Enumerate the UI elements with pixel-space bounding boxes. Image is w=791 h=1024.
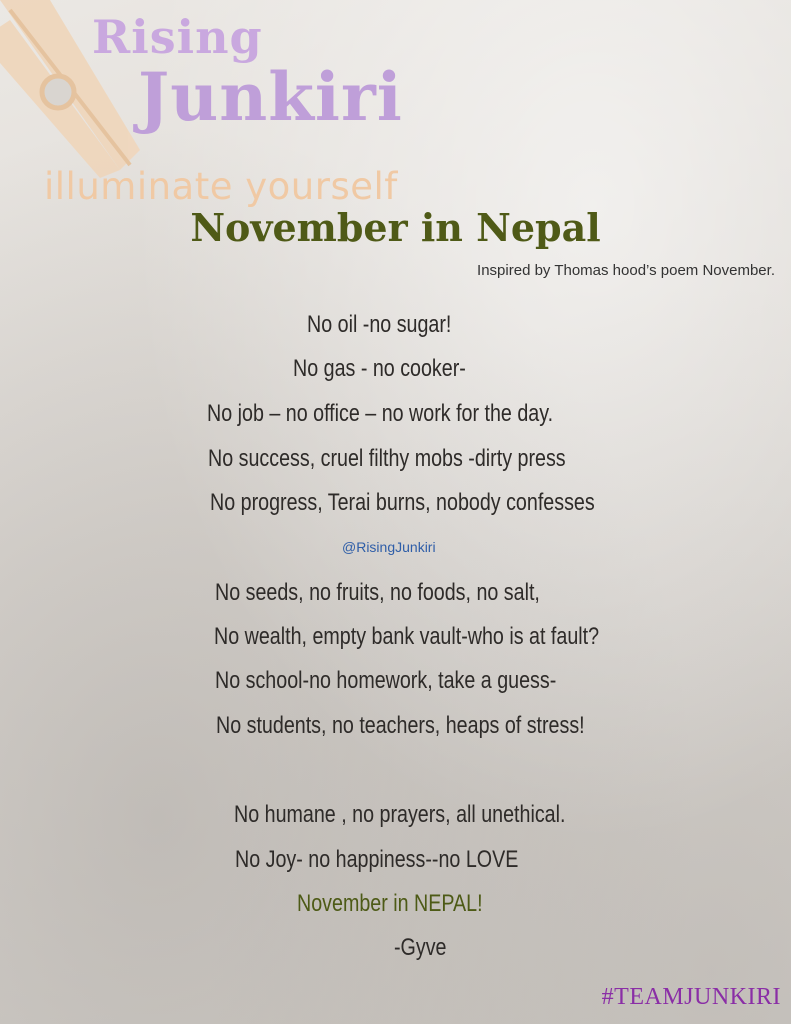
hashtag: #TEAMJUNKIRI	[601, 984, 781, 1010]
poem-closing-line: November in NEPAL!	[297, 890, 483, 917]
brand-name-rising: Rising	[92, 10, 263, 64]
poem-line: No school-no homework, take a guess-	[215, 667, 557, 694]
poem-line: No job – no office – no work for the day.	[207, 400, 554, 427]
poem-line: No humane , no prayers, all unethical.	[234, 801, 566, 828]
poem-title	[0, 205, 791, 250]
poem-subtitle: Inspired by Thomas hood’s poem November.	[477, 262, 775, 279]
poem-line: No gas - no cooker-	[293, 355, 466, 382]
brand-tagline: illuminate yourself	[44, 165, 398, 208]
poem-title-text: November in Nepal	[190, 205, 601, 250]
poem-author: -Gyve	[394, 934, 447, 961]
poem-line: No students, no teachers, heaps of stress!	[216, 712, 585, 739]
brand-logo	[0, 0, 420, 215]
poem-line: No seeds, no fruits, no foods, no salt,	[215, 579, 540, 606]
brand-name-junkiri: Junkiri	[138, 58, 403, 136]
social-handle: @RisingJunkiri	[342, 539, 436, 555]
poem-line: No success, cruel filthy mobs -dirty press	[208, 445, 566, 472]
poem-line: No Joy- no happiness--no LOVE	[235, 846, 519, 873]
poem-line: No oil -no sugar!	[307, 311, 452, 338]
poem-line: No wealth, empty bank vault-who is at fault?	[214, 623, 600, 650]
poem-line: No progress, Terai burns, nobody confesses	[210, 489, 595, 516]
